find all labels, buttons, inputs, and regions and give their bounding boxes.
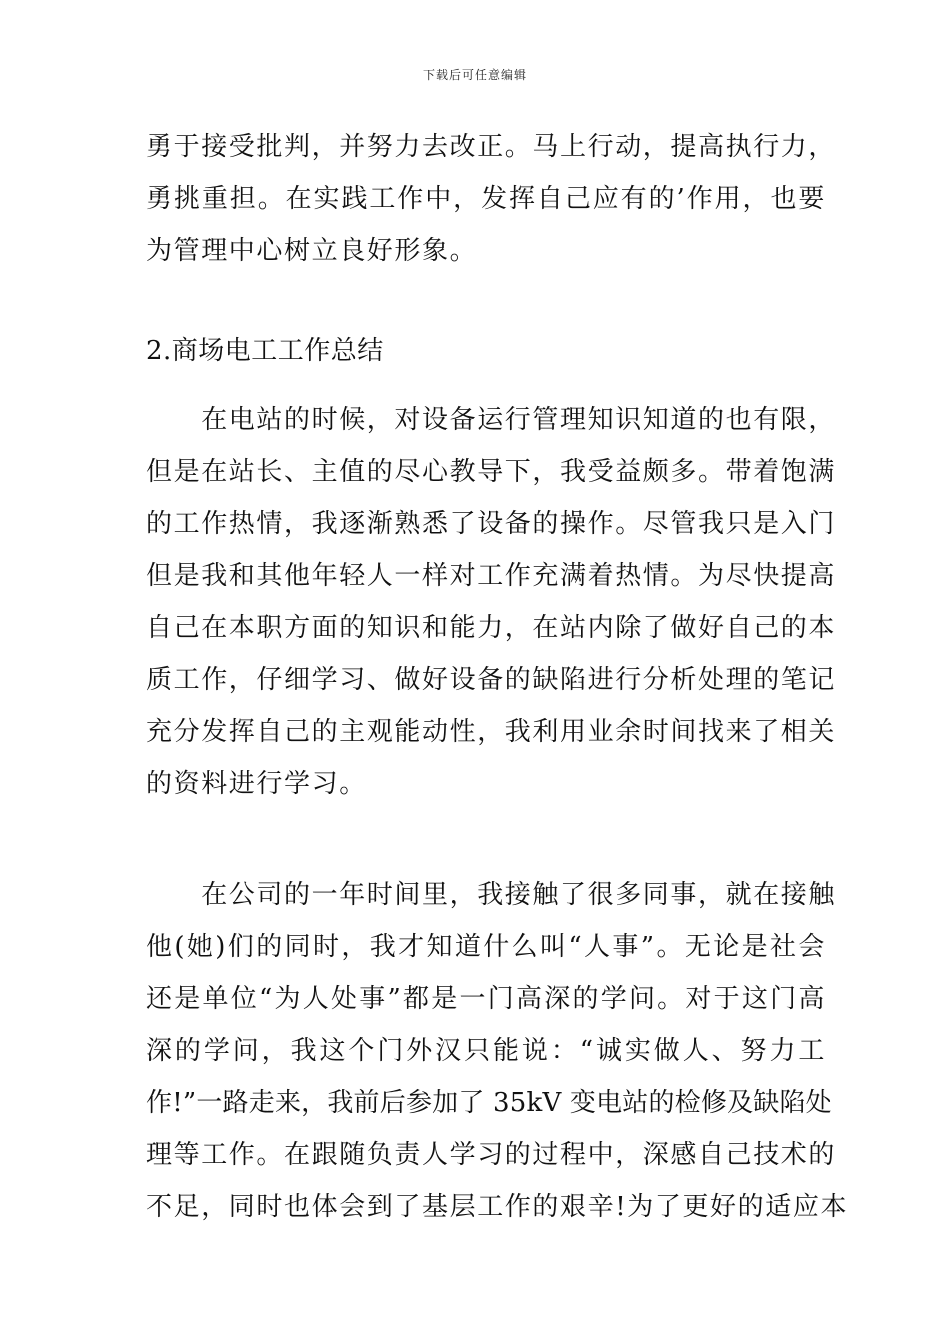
text-line: 为管理中心树立良好形象。 [146, 236, 478, 266]
text-line: 在电站的时候，对设备运行管理知识知道的也有限， [146, 405, 837, 435]
text-line: 不足，同时也体会到了基层工作的艰辛!为了更好的适应本 [146, 1192, 849, 1222]
text-line: 勇挑重担。在实践工作中，发挥自己应有的’作用，也要 [146, 184, 826, 214]
text-line: 但是我和其他年轻人一样对工作充满着热情。为尽快提高 [146, 561, 837, 591]
text-line: 他(她)们的同时，我才知道什么叫“人事”。无论是社会 [146, 932, 826, 962]
text-line: 自己在本职方面的知识和能力，在站内除了做好自己的本 [146, 613, 837, 643]
text-line: 充分发挥自己的主观能动性，我利用业余时间找来了相关 [146, 717, 837, 747]
text-line: 质工作，仔细学习、做好设备的缺陷进行分析处理的笔记 [146, 665, 837, 695]
text-line: 勇于接受批判，并努力去改正。马上行动，提高执行力， [146, 132, 837, 162]
text-line: 的工作热情，我逐渐熟悉了设备的操作。尽管我只是入门 [146, 509, 837, 539]
text-line: 理等工作。在跟随负责人学习的过程中，深感自己技术的 [146, 1140, 837, 1170]
text-line: 深的学问，我这个门外汉只能说：“诚实做人、努力工 [146, 1036, 826, 1066]
text-line: 但是在站长、主值的尽心教导下，我受益颇多。带着饱满 [146, 457, 837, 487]
section-heading: 2.商场电工工作总结 [146, 336, 384, 366]
text-line: 的资料进行学习。 [146, 769, 367, 799]
text-line: 作!”一路走来，我前后参加了 35kV 变电站的检修及缺陷处 [146, 1088, 832, 1118]
page-header-note: 下载后可任意编辑 [422, 68, 527, 82]
text-line: 还是单位“为人处事”都是一门高深的学问。对于这门高 [146, 984, 826, 1014]
text-line: 在公司的一年时间里，我接触了很多同事，就在接触 [146, 880, 837, 910]
